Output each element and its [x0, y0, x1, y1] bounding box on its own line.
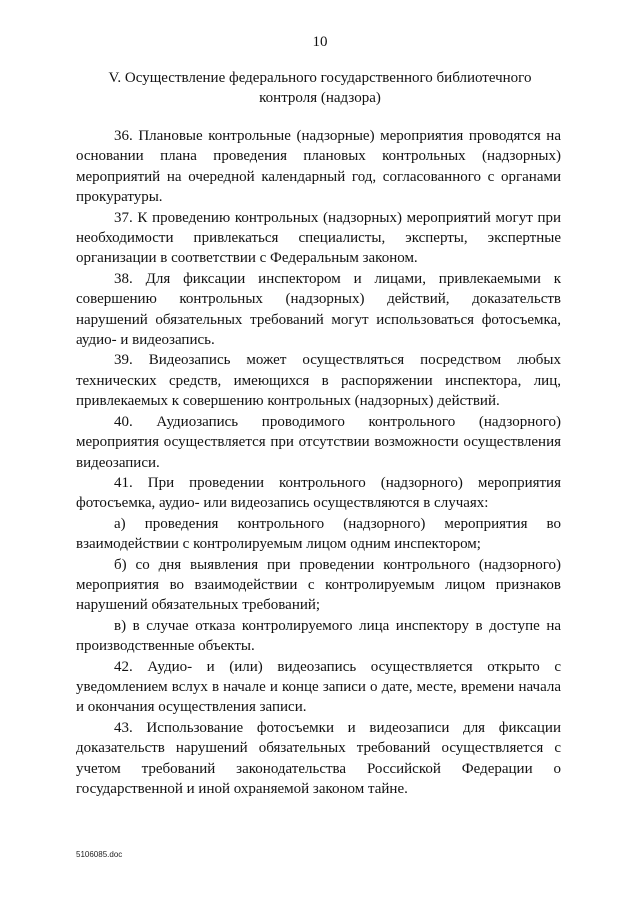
- paragraph-41-b: б) со дня выявления при проведении контрольного (надзорного) мероприятия во взаимодействии с контролируемым лицом признаков нарушений обязательных требований;: [76, 556, 561, 614]
- footer-file-code: 5106085.doc: [76, 850, 123, 859]
- paragraph-38: 38. Для фиксации инспектором и лицами, привлекаемыми к совершению контрольных (надзорных) действий, доказательств нарушений обязательных требований могут использоваться фотосъемка, аудио- и видеозапись.: [76, 270, 561, 349]
- document-body: [76, 126, 561, 799]
- paragraph-42: 42. Аудио- и (или) видеозапись осуществляется открыто с уведомлением вслух в начале и конце записи о дате, месте, времени начала и окончания осуществления записи.: [76, 658, 561, 716]
- paragraph-41: 41. При проведении контрольного (надзорного) мероприятия фотосъемка, аудио- или видеозапись осуществляются в случаях:: [76, 474, 561, 512]
- paragraph-41-a: а) проведения контрольного (надзорного) мероприятия во взаимодействии с контролируемым лицом одним инспектором;: [76, 515, 561, 553]
- paragraph-39: 39. Видеозапись может осуществляться посредством любых технических средств, имеющихся в распоряжении инспектора, лиц, привлекаемых к совершению контрольных (надзорных) действий.: [76, 352, 561, 410]
- section-title: V. Осуществление федерального государственного библиотечного контроля (надзора): [108, 70, 532, 106]
- paragraph-36: 36. Плановые контрольные (надзорные) мероприятия проводятся на основании плана проведения плановых контрольных (надзорных) мероприятий на очередной календарный год, согласованного с органами прокуратуры.: [76, 128, 561, 206]
- paragraph-37: 37. К проведению контрольных (надзорных) мероприятий могут при необходимости привлекаться специалисты, эксперты, экспертные организации в соответствии с Федеральным законом.: [76, 209, 561, 267]
- paragraph-43: 43. Использование фотосъемки и видеозаписи для фиксации доказательств нарушений обязательных требований осуществляется с учетом требований законодательства Российской Федерации о государственной и иной охраняемой законом тайне.: [76, 719, 561, 797]
- page-number: 10: [312, 34, 328, 50]
- paragraph-41-v: в) в случае отказа контролируемого лица инспектору в доступе на производственные объекты.: [76, 617, 561, 655]
- paragraph-40: 40. Аудиозапись проводимого контрольного (надзорного) мероприятия осуществляется при отсутствии возможности осуществления видеозаписи.: [76, 413, 561, 471]
